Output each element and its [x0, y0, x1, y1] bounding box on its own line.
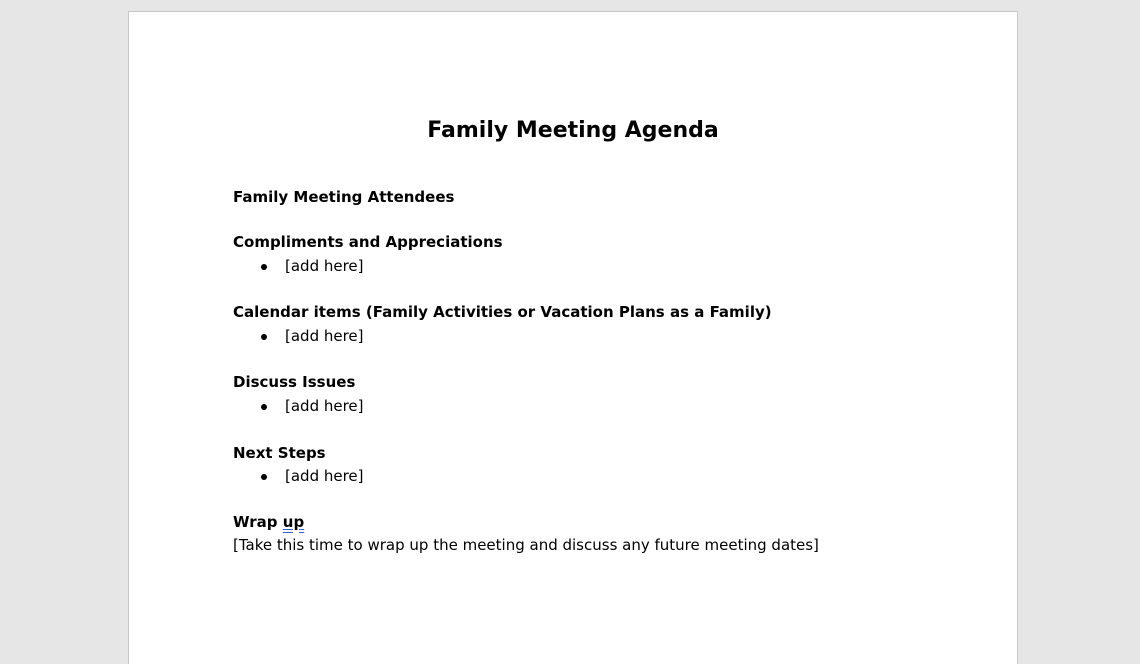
bullet-icon: [261, 264, 267, 270]
section-heading-next-steps: Next Steps: [233, 444, 326, 462]
bullet-icon: [261, 404, 267, 410]
section-heading-wrap-up: [233, 512, 304, 532]
wrap-up-text: [Take this time to wrap up the meeting and discuss any future meeting dates]: [233, 536, 819, 554]
section-heading-attendees: Family Meeting Attendees: [233, 188, 455, 206]
spellcheck-flagged-word[interactable]: up: [282, 513, 305, 531]
bullet-text: [add here]: [285, 467, 364, 485]
wrap-up-word: Wrap: [233, 513, 278, 531]
document-page[interactable]: [128, 11, 1018, 664]
bullet-icon: [261, 474, 267, 480]
bullet-text: [add here]: [285, 397, 364, 415]
bullet-text: [add here]: [285, 257, 364, 275]
section-heading-calendar: Calendar items (Family Activities or Vacation Plans as a Family): [233, 303, 772, 321]
section-heading-issues: Discuss Issues: [233, 373, 356, 391]
document-title: Family Meeting Agenda: [427, 118, 719, 143]
bullet-icon: [261, 334, 267, 340]
bullet-text: [add here]: [285, 327, 364, 345]
section-heading-compliments: Compliments and Appreciations: [233, 233, 503, 251]
